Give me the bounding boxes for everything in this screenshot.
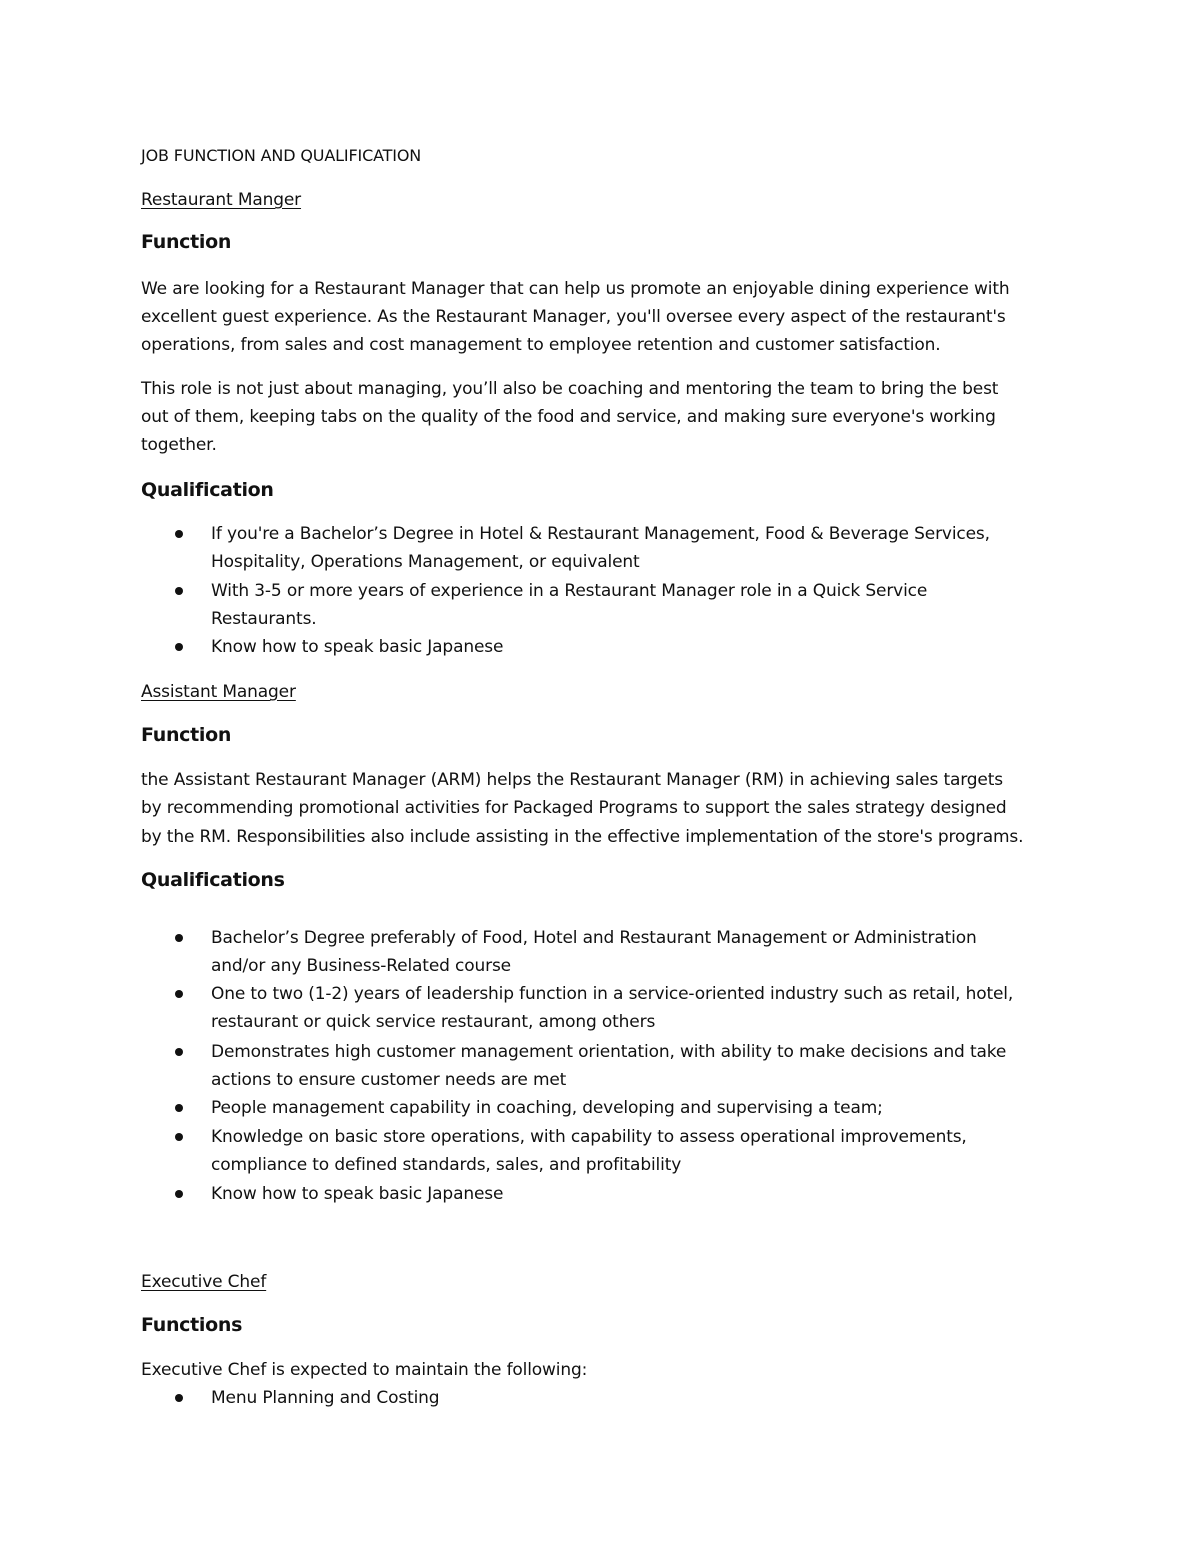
qualification-heading: Qualifications — [141, 869, 285, 891]
paragraph-line: by the RM. Responsibilities also include assisting in the effective implementation of the store's programs. — [141, 827, 1024, 847]
bullet-icon — [175, 1190, 183, 1198]
bullet-icon — [175, 643, 183, 651]
list-item-text: Knowledge on basic store operations, with capability to assess operational improvements, — [211, 1127, 967, 1147]
bullet-icon — [175, 1394, 183, 1402]
function-heading: Function — [141, 724, 232, 746]
role-title-assistant-manager: Assistant Manager — [141, 682, 296, 702]
list-item-text: and/or any Business-Related course — [211, 956, 511, 976]
list-item-text: actions to ensure customer needs are met — [211, 1070, 567, 1090]
list-item-text: Know how to speak basic Japanese — [211, 637, 504, 657]
bullet-icon — [175, 1048, 183, 1056]
bullet-icon — [175, 990, 183, 998]
intro-text: Executive Chef is expected to maintain the following: — [141, 1360, 588, 1380]
bullet-icon — [175, 1104, 183, 1112]
bullet-icon — [175, 530, 183, 538]
list-item-text: Hospitality, Operations Management, or equivalent — [211, 552, 640, 572]
functions-heading: Functions — [141, 1314, 243, 1336]
paragraph-line: by recommending promotional activities for Packaged Programs to support the sales strategy designed — [141, 798, 1007, 818]
list-item-text: Demonstrates high customer management orientation, with ability to make decisions and take — [211, 1042, 1007, 1062]
paragraph-line: together. — [141, 435, 217, 455]
paragraph-line: excellent guest experience. As the Restaurant Manager, you'll oversee every aspect of the restaurant's — [141, 307, 1006, 327]
list-item-text: Menu Planning and Costing — [211, 1388, 440, 1408]
paragraph-line: operations, from sales and cost management to employee retention and customer satisfaction. — [141, 335, 941, 355]
role-title-restaurant-manager: Restaurant Manger — [141, 190, 302, 210]
list-item-text: Bachelor’s Degree preferably of Food, Hotel and Restaurant Management or Administration — [211, 928, 977, 948]
list-item-text: Restaurants. — [211, 609, 317, 629]
bullet-icon — [175, 1133, 183, 1141]
paragraph-line: We are looking for a Restaurant Manager that can help us promote an enjoyable dining experience with — [141, 279, 1010, 299]
role-title-executive-chef: Executive Chef — [141, 1272, 267, 1292]
list-item-text: restaurant or quick service restaurant, among others — [211, 1012, 656, 1032]
function-heading: Function — [141, 231, 232, 253]
bullet-icon — [175, 587, 183, 595]
paragraph-line: This role is not just about managing, you’ll also be coaching and mentoring the team to bring the best — [141, 379, 999, 399]
paragraph-line: out of them, keeping tabs on the quality of the food and service, and making sure everyone's working — [141, 407, 996, 427]
list-item-text: If you're a Bachelor’s Degree in Hotel & Restaurant Management, Food & Beverage Services, — [211, 524, 990, 544]
list-item-text: One to two (1-2) years of leadership function in a service-oriented industry such as retail, hotel, — [211, 984, 1014, 1004]
list-item-text: compliance to defined standards, sales, and profitability — [211, 1155, 682, 1175]
paragraph-line: the Assistant Restaurant Manager (ARM) helps the Restaurant Manager (RM) in achieving sales targets — [141, 770, 1003, 790]
bullet-icon — [175, 934, 183, 942]
document-title: JOB FUNCTION AND QUALIFICATION — [141, 146, 422, 165]
list-item-text: With 3-5 or more years of experience in a Restaurant Manager role in a Quick Service — [211, 581, 928, 601]
list-item-text: People management capability in coaching, developing and supervising a team; — [211, 1098, 883, 1118]
qualification-heading: Qualification — [141, 479, 274, 501]
list-item-text: Know how to speak basic Japanese — [211, 1184, 504, 1204]
document-page — [141, 0, 1071, 1553]
